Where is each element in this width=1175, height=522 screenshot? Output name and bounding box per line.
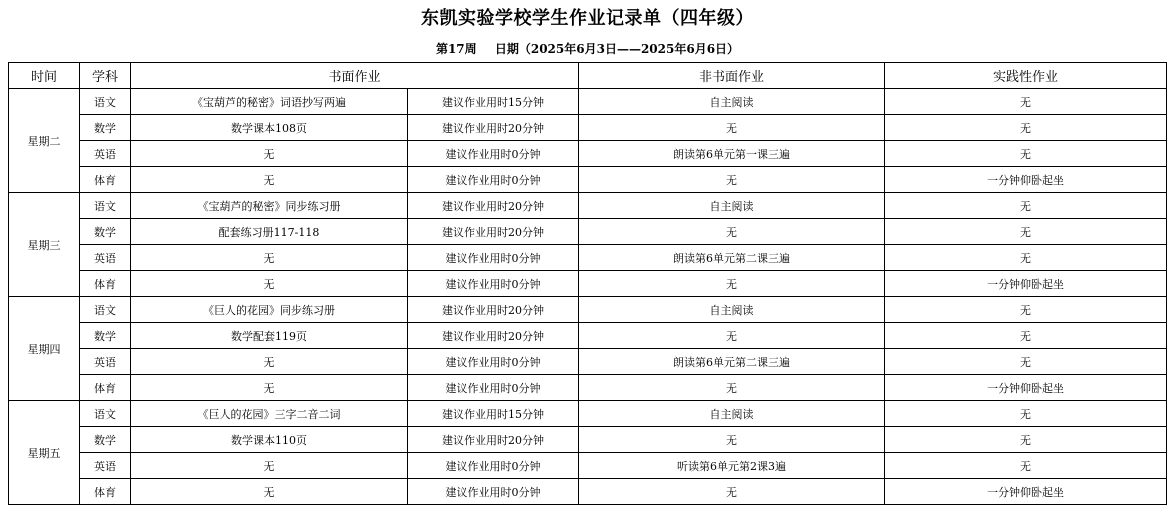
week-label: 第17周: [435, 42, 477, 56]
page-subtitle: [0, 40, 1175, 57]
nonwritten-cell: 朗读第6单元第一课三遍: [579, 141, 885, 167]
nonwritten-cell: 无: [579, 323, 885, 349]
written-cell: 无: [131, 167, 408, 193]
table-row: [9, 115, 1167, 141]
day-cell: 星期四: [9, 297, 80, 401]
practice-cell: 无: [885, 219, 1167, 245]
nonwritten-cell: 自主阅读: [579, 297, 885, 323]
subject-cell: 英语: [80, 349, 131, 375]
practice-cell: 无: [885, 349, 1167, 375]
table-row: [9, 323, 1167, 349]
homework-table: [8, 62, 1167, 505]
subject-cell: 数学: [80, 115, 131, 141]
time-cell: 建议作业用时0分钟: [408, 271, 579, 297]
practice-cell: 无: [885, 323, 1167, 349]
nonwritten-cell: 无: [579, 115, 885, 141]
header-subject: 学科: [80, 63, 131, 89]
written-cell: 《宝葫芦的秘密》同步练习册: [131, 193, 408, 219]
day-cell: 星期二: [9, 89, 80, 193]
table-row: [9, 167, 1167, 193]
time-cell: 建议作业用时20分钟: [408, 219, 579, 245]
nonwritten-cell: 朗读第6单元第二课三遍: [579, 349, 885, 375]
practice-cell: 无: [885, 401, 1167, 427]
table-row: [9, 401, 1167, 427]
subject-cell: 数学: [80, 427, 131, 453]
time-cell: 建议作业用时20分钟: [408, 193, 579, 219]
subject-cell: 英语: [80, 141, 131, 167]
practice-cell: 一分钟仰卧起坐: [885, 271, 1167, 297]
time-cell: 建议作业用时15分钟: [408, 89, 579, 115]
time-cell: 建议作业用时0分钟: [408, 349, 579, 375]
subject-cell: 体育: [80, 375, 131, 401]
time-cell: 建议作业用时0分钟: [408, 167, 579, 193]
practice-cell: 一分钟仰卧起坐: [885, 375, 1167, 401]
practice-cell: 无: [885, 297, 1167, 323]
table-row: [9, 349, 1167, 375]
time-cell: 建议作业用时20分钟: [408, 115, 579, 141]
written-cell: 无: [131, 271, 408, 297]
written-cell: 无: [131, 375, 408, 401]
written-cell: 配套练习册117-118: [131, 219, 408, 245]
nonwritten-cell: 自主阅读: [579, 401, 885, 427]
time-cell: 建议作业用时20分钟: [408, 323, 579, 349]
table-row: [9, 479, 1167, 505]
practice-cell: 无: [885, 115, 1167, 141]
practice-cell: 无: [885, 193, 1167, 219]
header-nonwritten: 非书面作业: [579, 63, 885, 89]
subject-cell: 数学: [80, 219, 131, 245]
written-cell: 数学配套119页: [131, 323, 408, 349]
written-cell: 无: [131, 245, 408, 271]
nonwritten-cell: 自主阅读: [579, 89, 885, 115]
table-row: [9, 427, 1167, 453]
header-written: 书面作业: [131, 63, 579, 89]
header-time: 时间: [9, 63, 80, 89]
practice-cell: 一分钟仰卧起坐: [885, 479, 1167, 505]
table-row: [9, 297, 1167, 323]
day-cell: 星期五: [9, 401, 80, 505]
time-cell: 建议作业用时0分钟: [408, 375, 579, 401]
written-cell: 数学课本110页: [131, 427, 408, 453]
subject-cell: 英语: [80, 245, 131, 271]
written-cell: 数学课本108页: [131, 115, 408, 141]
subject-cell: 体育: [80, 479, 131, 505]
nonwritten-cell: 无: [579, 219, 885, 245]
time-cell: 建议作业用时0分钟: [408, 479, 579, 505]
subject-cell: 体育: [80, 167, 131, 193]
practice-cell: 无: [885, 427, 1167, 453]
time-cell: 建议作业用时0分钟: [408, 453, 579, 479]
written-cell: 《宝葫芦的秘密》词语抄写两遍: [131, 89, 408, 115]
practice-cell: 无: [885, 89, 1167, 115]
nonwritten-cell: 自主阅读: [579, 193, 885, 219]
time-cell: 建议作业用时20分钟: [408, 427, 579, 453]
subject-cell: 语文: [80, 193, 131, 219]
table-row: [9, 193, 1167, 219]
practice-cell: 无: [885, 141, 1167, 167]
table-row: [9, 375, 1167, 401]
time-cell: 建议作业用时20分钟: [408, 297, 579, 323]
time-cell: 建议作业用时15分钟: [408, 401, 579, 427]
table-row: [9, 89, 1167, 115]
table-header-row: [9, 63, 1167, 89]
written-cell: 《巨人的花园》同步练习册: [131, 297, 408, 323]
subject-cell: 语文: [80, 297, 131, 323]
subject-cell: 体育: [80, 271, 131, 297]
nonwritten-cell: 无: [579, 167, 885, 193]
header-practice: 实践性作业: [885, 63, 1167, 89]
practice-cell: 一分钟仰卧起坐: [885, 167, 1167, 193]
practice-cell: 无: [885, 453, 1167, 479]
time-cell: 建议作业用时0分钟: [408, 141, 579, 167]
nonwritten-cell: 朗读第6单元第二课三遍: [579, 245, 885, 271]
nonwritten-cell: 无: [579, 427, 885, 453]
subject-cell: 数学: [80, 323, 131, 349]
nonwritten-cell: 无: [579, 271, 885, 297]
day-cell: 星期三: [9, 193, 80, 297]
subject-cell: 语文: [80, 89, 131, 115]
nonwritten-cell: 无: [579, 375, 885, 401]
nonwritten-cell: 听读第6单元第2课3遍: [579, 453, 885, 479]
table-row: [9, 271, 1167, 297]
table-row: [9, 219, 1167, 245]
written-cell: 无: [131, 453, 408, 479]
written-cell: 无: [131, 479, 408, 505]
nonwritten-cell: 无: [579, 479, 885, 505]
page-title: 东凯实验学校学生作业记录单（四年级）: [421, 8, 754, 29]
written-cell: 无: [131, 349, 408, 375]
table-row: [9, 245, 1167, 271]
table-row: [9, 141, 1167, 167]
time-cell: 建议作业用时0分钟: [408, 245, 579, 271]
subject-cell: 英语: [80, 453, 131, 479]
written-cell: 《巨人的花园》三字二音二词: [131, 401, 408, 427]
subject-cell: 语文: [80, 401, 131, 427]
practice-cell: 无: [885, 245, 1167, 271]
date-range: 日期（2025年6月3日——2025年6月6日）: [494, 42, 740, 56]
written-cell: 无: [131, 141, 408, 167]
table-row: [9, 453, 1167, 479]
